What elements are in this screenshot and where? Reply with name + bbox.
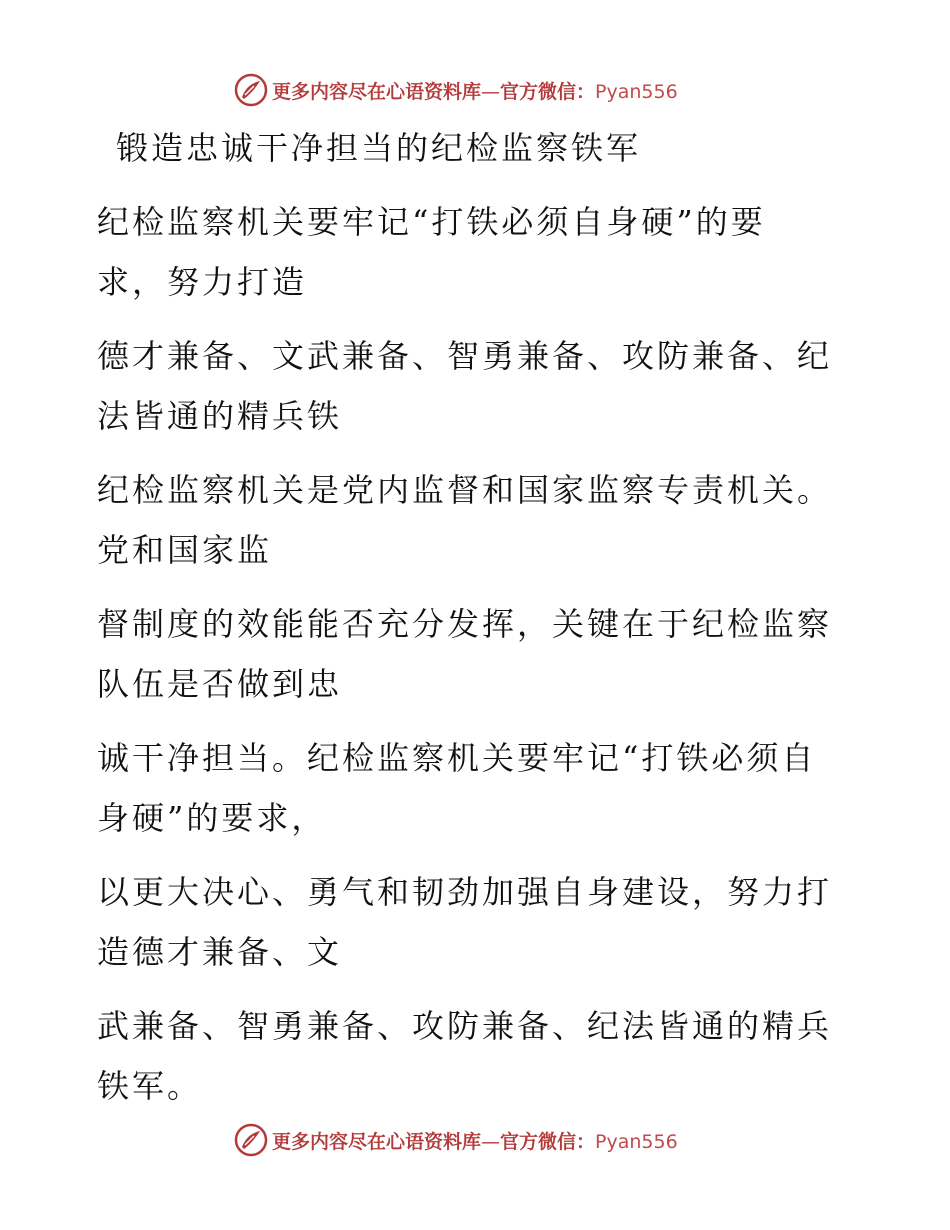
watermark-label: 更多内容尽在心语资料库	[272, 80, 482, 103]
watermark-label: 更多内容尽在心语资料库	[272, 1130, 482, 1153]
paragraph-5	[97, 728, 837, 848]
watermark-separator: —	[481, 80, 501, 103]
text-line: 法皆通的精兵铁	[97, 397, 343, 435]
document-title	[97, 118, 837, 178]
text-line: 诚干净担当。纪检监察机关要牢记“打铁必须自	[97, 739, 817, 777]
paragraph-7	[97, 996, 837, 1116]
text-line: 以更大决心、勇气和韧劲加强自身建设，努力打	[97, 873, 833, 911]
paragraph-1	[97, 192, 837, 312]
text-line: 德才兼备、文武兼备、智勇兼备、攻防兼备、纪	[97, 337, 833, 375]
watermark-wechat-id: Pyan556	[595, 80, 678, 103]
watermark-wechat-label: 官方微信：	[500, 1130, 596, 1153]
watermark-text	[272, 1127, 678, 1154]
text-line: 武兼备、智勇兼备、攻防兼备、纪法皆通的精兵	[97, 1007, 833, 1045]
document-body	[97, 118, 837, 1116]
footer-watermark	[234, 1123, 678, 1157]
text-line: 造德才兼备、文	[97, 933, 343, 971]
paragraph-2	[97, 326, 837, 446]
watermark-wechat-label: 官方微信：	[500, 80, 596, 103]
text-line: 督制度的效能能否充分发挥，关键在于纪检监察	[97, 605, 833, 643]
title-line	[97, 118, 837, 178]
text-line: 铁军。	[97, 1067, 203, 1105]
text-line: 党和国家监	[97, 531, 273, 569]
watermark-separator: —	[481, 1130, 501, 1153]
paragraph-6	[97, 862, 837, 982]
text-line: 求，努力打造	[97, 263, 308, 301]
text-line: 纪检监察机关要牢记“打铁必须自身硬”的要	[97, 203, 766, 241]
pen-logo-icon	[234, 73, 268, 107]
watermark-text	[272, 77, 678, 104]
paragraph-4	[97, 594, 837, 714]
text-line: 队伍是否做到忠	[97, 665, 343, 703]
text-line: 身硬”的要求，	[97, 799, 327, 837]
title-text: 锻造忠诚干净担当的纪检监察铁军	[116, 129, 642, 167]
paragraph-3	[97, 460, 837, 580]
watermark-wechat-id: Pyan556	[595, 1130, 678, 1153]
pen-logo-icon	[234, 1123, 268, 1157]
text-line: 纪检监察机关是党内监督和国家监察专责机关。	[97, 471, 833, 509]
header-watermark	[234, 73, 678, 107]
